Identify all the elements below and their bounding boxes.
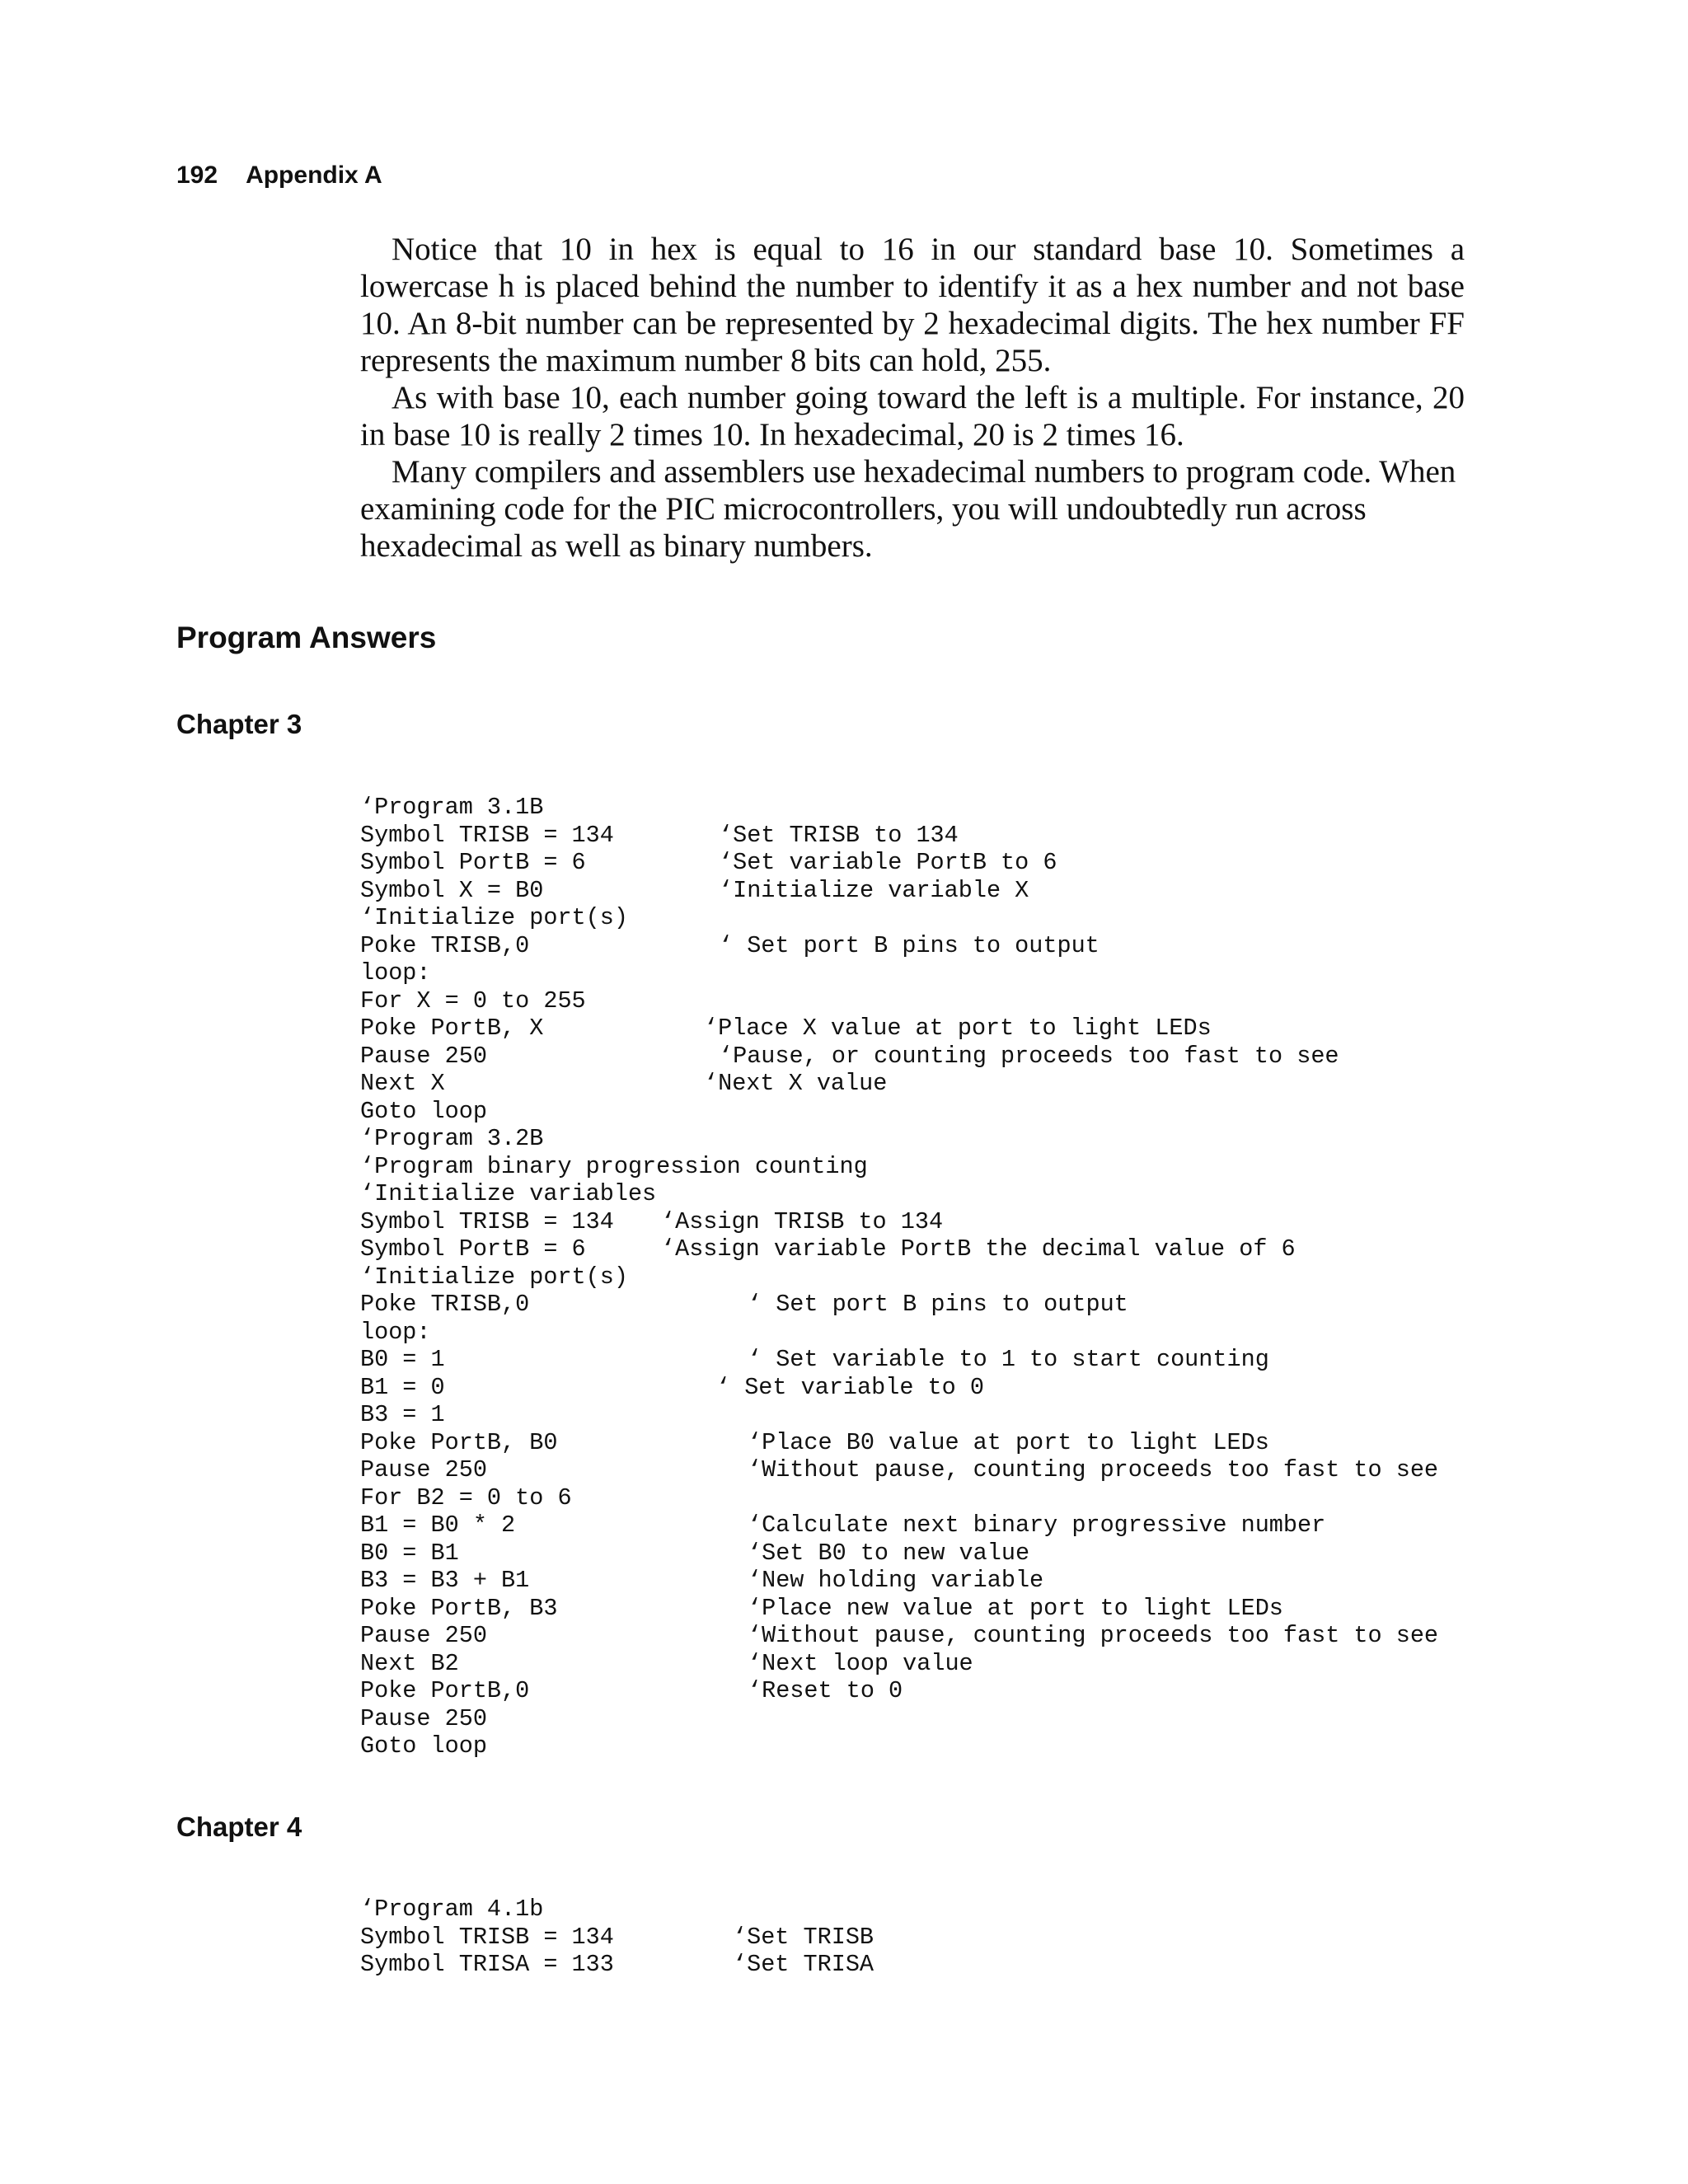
code-comment: ‘ Set variable to 1 to start counting — [748, 1346, 1269, 1373]
code-comment: ‘ Set port B pins to output — [719, 931, 1100, 959]
code-comment: ‘Set B0 to new value — [748, 1539, 1030, 1567]
code-statement: loop: — [360, 1318, 431, 1346]
section-heading: Program Answers — [176, 621, 437, 654]
code-statement: Pause 250 — [360, 1456, 487, 1483]
code-comment: ‘New holding variable — [748, 1567, 1044, 1594]
code-statement: ‘Program 3.2B — [360, 1125, 544, 1152]
code-statement: Next B2 — [360, 1649, 459, 1677]
code-comment: ‘Next loop value — [748, 1649, 973, 1677]
page-number: 192 — [176, 162, 218, 189]
code-statement: Next X — [360, 1070, 445, 1097]
code-statement: B1 = B0 * 2 — [360, 1511, 516, 1539]
intro-text — [360, 231, 1465, 565]
code-statement: For X = 0 to 255 — [360, 987, 586, 1015]
paragraph: Many compilers and assemblers use hexadecimal numbers to program code. When examining code for the PIC microcontrollers, you will undoubtedly run across hexadecimal as well as binary numbers. — [360, 454, 1456, 564]
code-statement: B0 = B1 — [360, 1539, 459, 1567]
code-comment: ‘Set variable PortB to 6 — [719, 849, 1057, 876]
code-comment: ‘Place new value at port to light LEDs — [748, 1594, 1283, 1622]
code-comment: ‘Set TRISB to 134 — [719, 821, 959, 849]
code-statement: B1 = 0 — [360, 1373, 445, 1401]
code-comment: ‘Place B0 value at port to light LEDs — [748, 1428, 1269, 1456]
code-comment: ‘Set TRISB — [733, 1923, 874, 1951]
code-statement: Pause 250 — [360, 1704, 487, 1732]
code-comment: ‘Initialize variable X — [719, 876, 1029, 904]
code-comment: ‘Assign TRISB to 134 — [661, 1207, 944, 1235]
code-comment: ‘Reset to 0 — [748, 1677, 903, 1704]
code-statement: Pause 250 — [360, 1042, 487, 1070]
code-statement: Symbol TRISB = 134 — [360, 1923, 614, 1951]
code-statement: ‘Initialize port(s) — [360, 904, 628, 931]
code-statement: ‘Program binary progression counting — [360, 1152, 868, 1180]
code-comment: ‘Set TRISA — [733, 1951, 874, 1978]
code-statement: Goto loop — [360, 1732, 487, 1760]
code-statement: Poke TRISB,0 — [360, 931, 530, 959]
code-comment: ‘Pause, or counting proceeds too fast to see — [719, 1042, 1339, 1070]
code-statement: Poke TRISB,0 — [360, 1291, 530, 1318]
code-statement: ‘Initialize port(s) — [360, 1263, 628, 1291]
running-section-title: Appendix A — [246, 162, 382, 189]
code-statement: Poke PortB,0 — [360, 1677, 530, 1704]
code-statement: Symbol PortB = 6 — [360, 849, 586, 876]
code-statement: Symbol TRISA = 133 — [360, 1951, 614, 1978]
code-comment: ‘Without pause, counting proceeds too fast to see — [748, 1456, 1439, 1483]
code-statement: Pause 250 — [360, 1622, 487, 1649]
code-statement: Goto loop — [360, 1097, 487, 1125]
code-statement: ‘Program 3.1B — [360, 794, 544, 821]
code-statement: Symbol TRISB = 134 — [360, 1207, 614, 1235]
code-statement: Symbol X = B0 — [360, 876, 544, 904]
code-statement: loop: — [360, 959, 431, 987]
code-comment: ‘ Set variable to 0 — [716, 1373, 984, 1401]
code-statement: Poke PortB, X — [360, 1015, 544, 1042]
code-statement: B3 = 1 — [360, 1401, 445, 1428]
code-comment: ‘Assign variable PortB the decimal value of 6 — [661, 1235, 1296, 1263]
code-comment: ‘ Set port B pins to output — [748, 1291, 1128, 1318]
code-statement: B0 = 1 — [360, 1346, 445, 1373]
code-statement: Poke PortB, B3 — [360, 1594, 558, 1622]
code-statement: Poke PortB, B0 — [360, 1428, 558, 1456]
chapter-3-heading: Chapter 3 — [176, 709, 302, 739]
code-statement: Symbol TRISB = 134 — [360, 821, 614, 849]
code-statement: Symbol PortB = 6 — [360, 1235, 586, 1263]
code-comment: ‘Calculate next binary progressive number — [748, 1511, 1326, 1539]
chapter-4-heading: Chapter 4 — [176, 1811, 302, 1842]
code-comment: ‘Place X value at port to light LEDs — [704, 1015, 1212, 1042]
code-statement: ‘Program 4.1b — [360, 1896, 544, 1923]
running-header — [176, 162, 382, 190]
code-statement: B3 = B3 + B1 — [360, 1567, 530, 1594]
paragraph: Notice that 10 in hex is equal to 16 in our standard base 10. Sometimes a lowercase h is placed behind the number to identify it as a hex number and not base 10. An 8-bit number can be represented by 2 hexadecimal digits. The hex number FF represents the maximum number 8 bits can hold, 255. — [360, 232, 1465, 378]
paragraph: As with base 10, each number going toward the left is a multiple. For instance, 20 in base 10 is really 2 times 10. In hexadecimal, 20 is 2 times 16. — [360, 380, 1465, 452]
code-statement: For B2 = 0 to 6 — [360, 1483, 572, 1511]
code-comment: ‘Without pause, counting proceeds too fast to see — [748, 1622, 1439, 1649]
code-comment: ‘Next X value — [704, 1070, 888, 1097]
code-statement: ‘Initialize variables — [360, 1180, 657, 1207]
